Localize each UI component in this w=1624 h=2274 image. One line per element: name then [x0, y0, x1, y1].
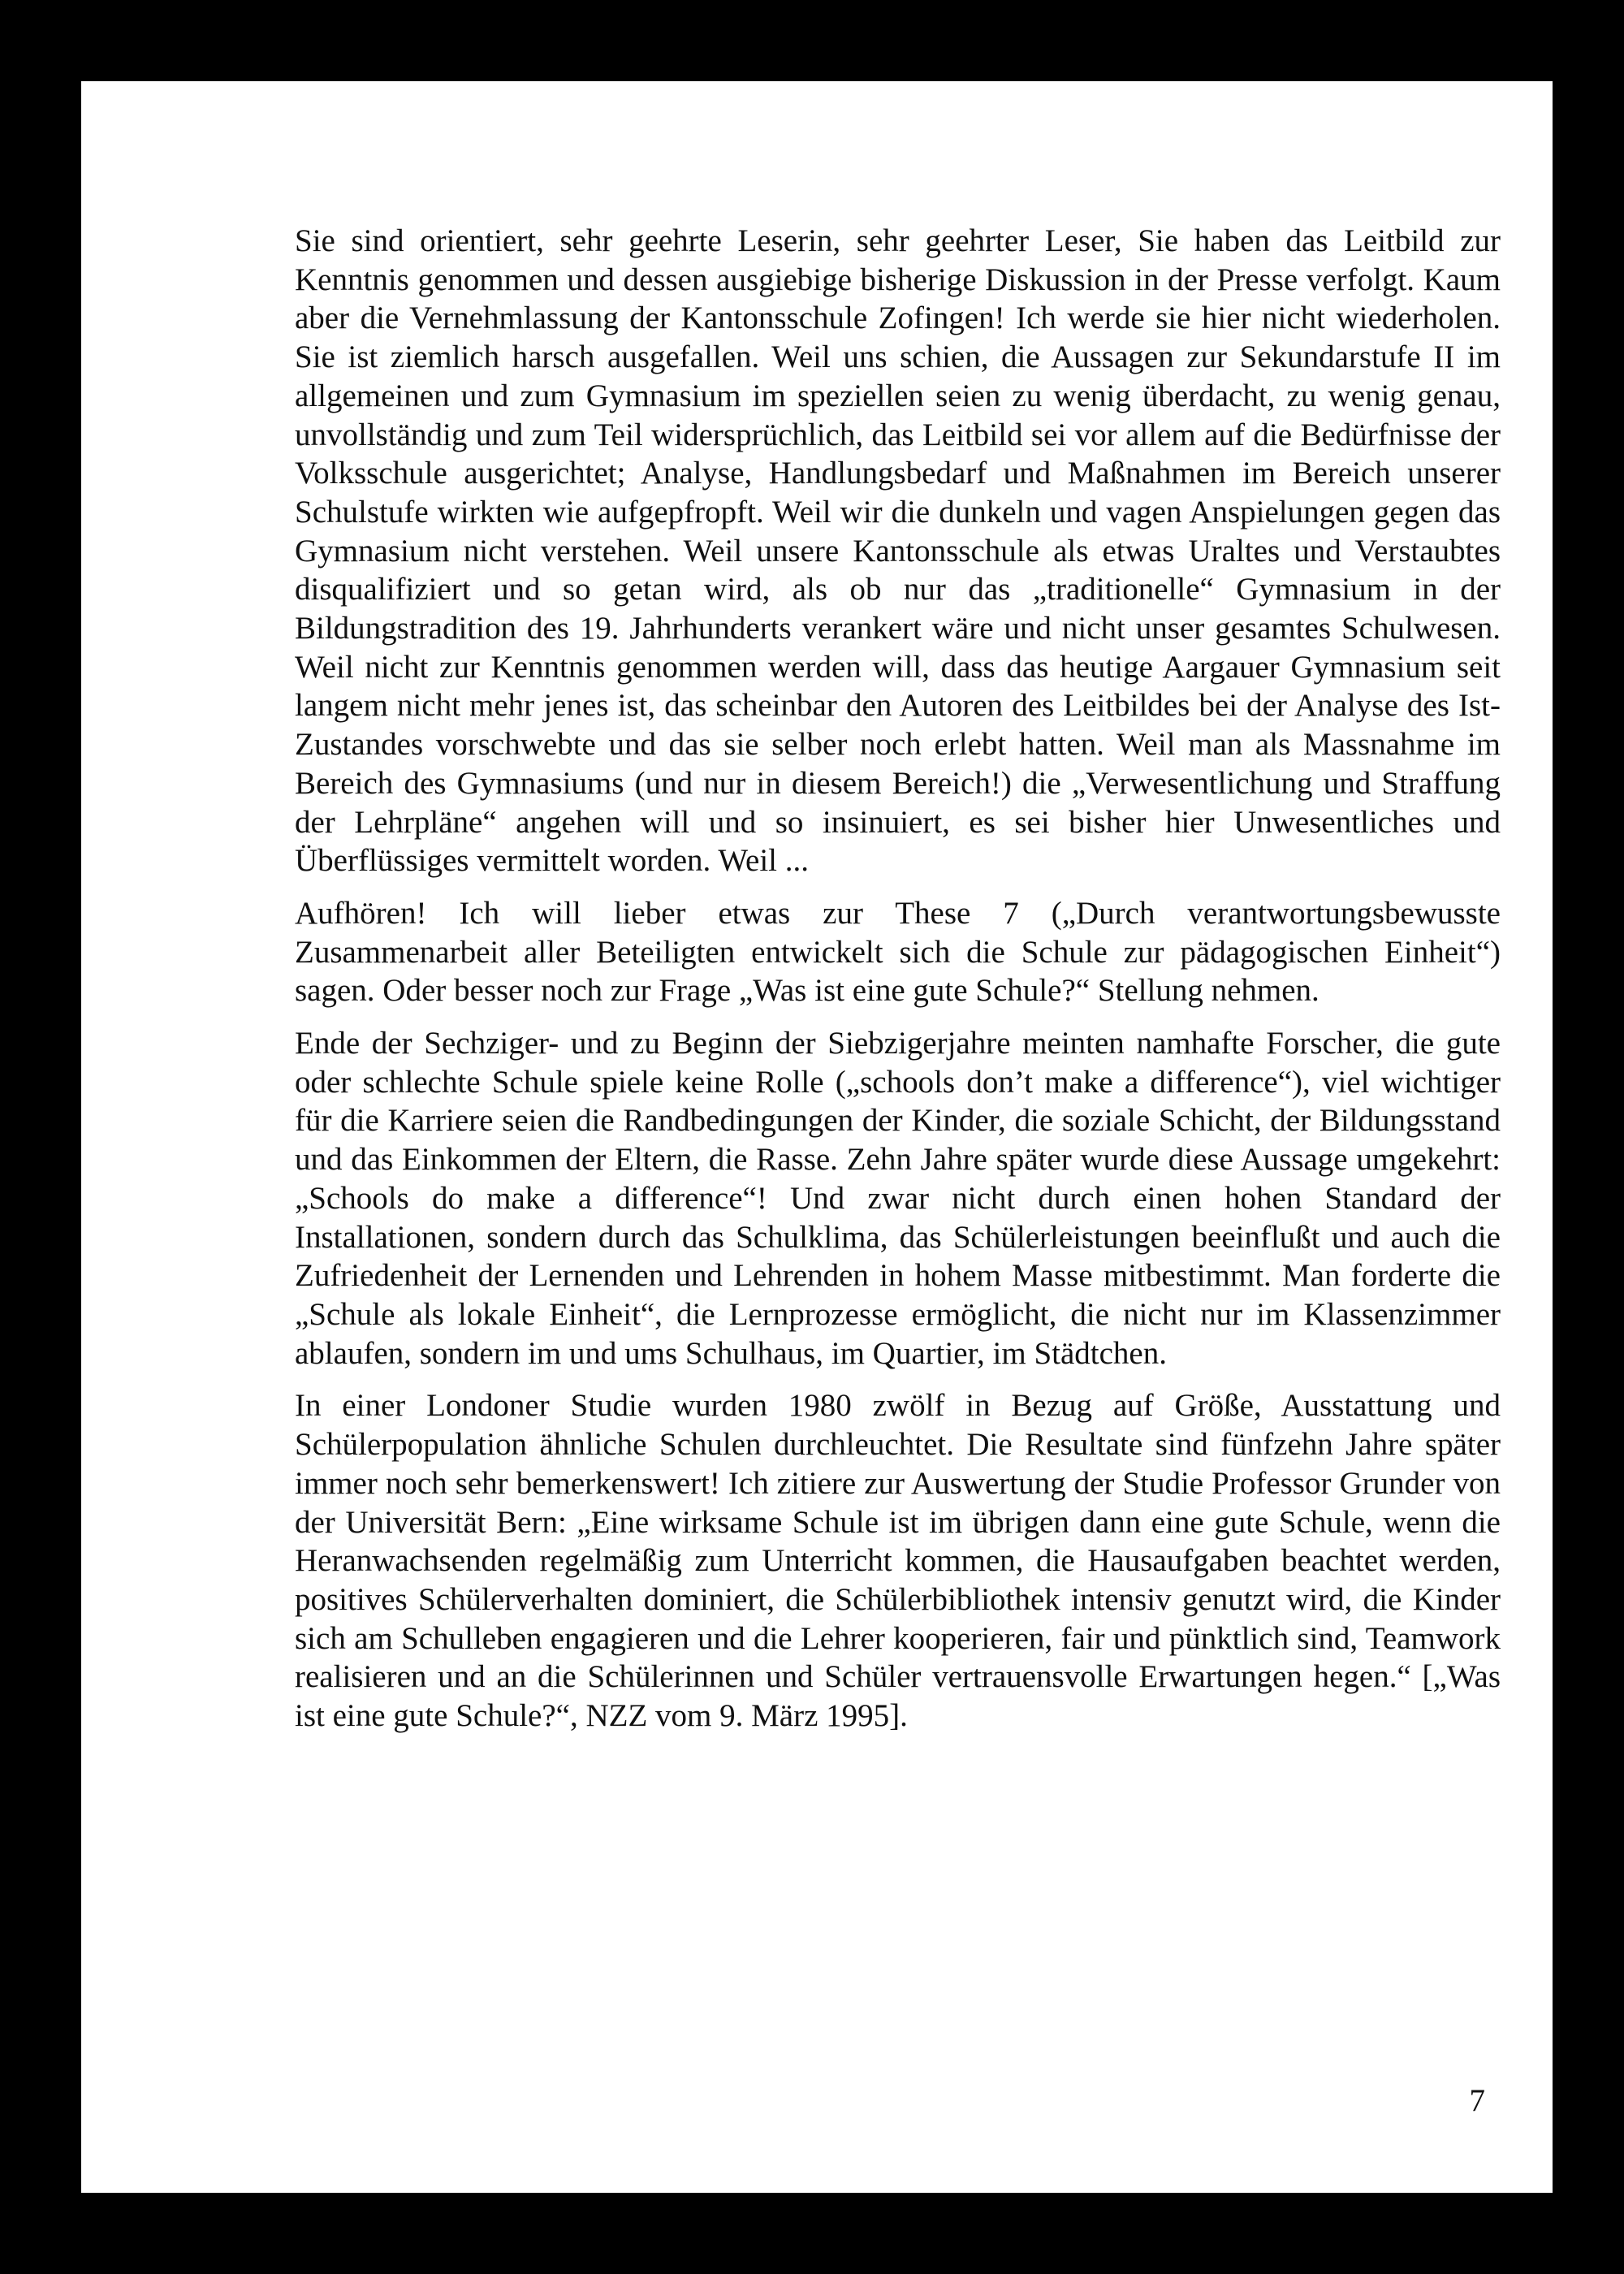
paragraph: Aufhören! Ich will lieber etwas zur These 7 („Durch verantwortungsbewusste Zusammenarbeit aller Beteiligten entwickelt sich die Schule zur pädagogischen Einheit“) sagen. Oder besser noch zur Frage „Was ist eine gute Schule?“ Stellung nehmen.	[295, 895, 1501, 1009]
page-number: 7	[1469, 2083, 1485, 2118]
paragraph: Sie sind orientiert, sehr geehrte Leserin, sehr geehrter Leser, Sie haben das Leitbild zur Kenntnis genommen und dessen ausgiebige bisherige Diskussion in der Presse verfolgt. Kaum aber die Vernehmlassung der Kantonsschule Zofingen! Ich werde sie hier nicht wiederholen. Sie ist ziemlich harsch ausgefallen. Weil uns schien, die Aussagen zur Sekundarstufe II im allgemeinen und zum Gymnasium im speziellen seien zu wenig überdacht, zu wenig genau, unvollständig und zum Teil widersprüchlich, das Leitbild sei vor allem auf die Bedürfnisse der Volksschule ausgerichtet; Analyse, Handlungsbedarf und Maßnahmen im Bereich unserer Schulstufe wirkten wie aufgepfropft. Weil wir die dunkeln und vagen Anspielungen gegen das Gymnasium nicht verstehen. Weil unsere Kantonsschule als etwas Uraltes und Verstaubtes disqualifiziert und so getan wird, als ob nur das „traditionelle“ Gymnasium in der Bildungstradition des 19. Jahrhunderts verankert wäre und nicht unser gesamtes Schulwesen. Weil nicht zur Kenntnis genommen werden will, dass das heutige Aargauer Gymnasium seit langem nicht mehr jenes ist, das scheinbar den Autoren des Leitbildes bei der Analyse des Ist-Zustandes vorschwebte und das sie selber noch erlebt hatten. Weil man als Massnahme im Bereich des Gymnasiums (und nur in diesem Bereich!) die „Verwesentlichung und Straffung der Lehrpläne“ angehen will und so insinuiert, es sei bisher hier Unwesentliches und Überflüssiges vermittelt worden. Weil ...	[295, 223, 1501, 879]
paragraph: Ende der Sechziger- und zu Beginn der Siebzigerjahre meinten namhafte Forscher, die gute oder schlechte Schule spiele keine Rolle („schools don’t make a difference“), viel wichtiger für die Karriere seien die Randbedingungen der Kinder, die soziale Schicht, der Bildungsstand und das Einkommen der Eltern, die Rasse. Zehn Jahre später wurde diese Aussage umgekehrt: „Schools do make a difference“! Und zwar nicht durch einen hohen Standard der Installationen, sondern durch das Schulklima, das Schülerleistungen beeinflußt und auch die Zufriedenheit der Lernenden und Lehrenden in hohem Masse mitbestimmt. Man forderte die „Schule als lokale Einheit“, die Lernprozesse ermöglicht, die nicht nur im Klassenzimmer ablaufen, sondern im und ums Schulhaus, im Quartier, im Städtchen.	[295, 1026, 1501, 1371]
document-page	[81, 81, 1553, 2193]
paragraph: In einer Londoner Studie wurden 1980 zwölf in Bezug auf Größe, Ausstattung und Schülerpopulation ähnliche Schulen durchleuchtet. Die Resultate sind fünfzehn Jahre später immer noch sehr bemerkenswert! Ich zitiere zur Auswertung der Studie Professor Grunder von der Universität Bern: „Eine wirksame Schule ist im übrigen dann eine gute Schule, wenn die Heranwachsenden regelmäßig zum Unterricht kommen, die Hausaufgaben beachtet werden, positives Schülerverhalten dominiert, die Schülerbibliothek intensiv genutzt wird, die Kinder sich am Schulleben engagieren und die Lehrer kooperieren, fair und pünktlich sind, Teamwork realisieren und an die Schülerinnen und Schüler vertrauensvolle Erwartungen hegen.“ [„Was ist eine gute Schule?“, NZZ vom 9. März 1995].	[295, 1388, 1501, 1734]
body-text	[295, 222, 1501, 1749]
